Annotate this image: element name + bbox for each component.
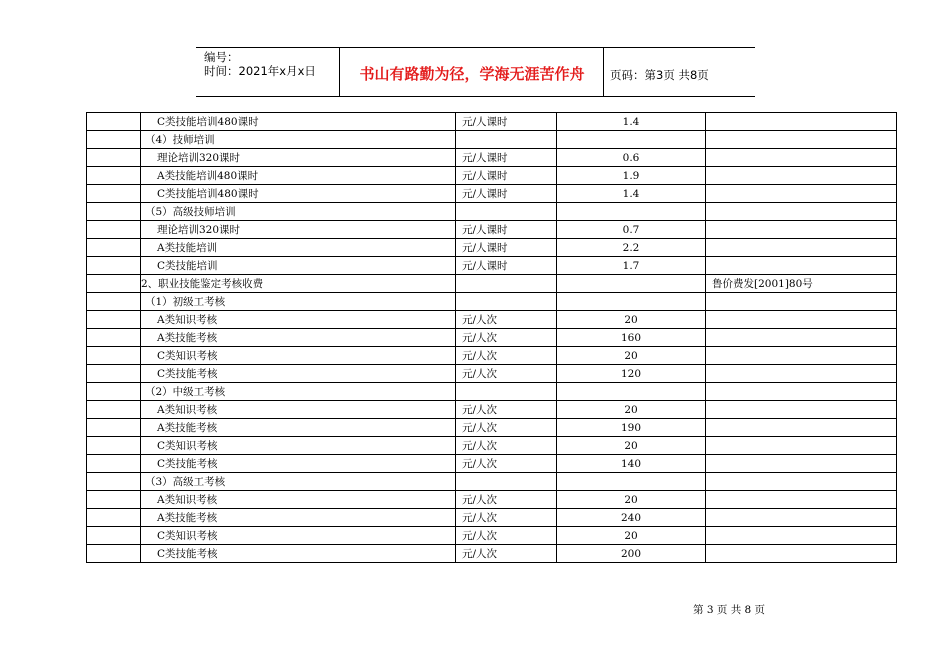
unit-cell: 元/人课时: [456, 185, 557, 203]
price-cell: 20: [557, 527, 706, 545]
unit-cell: 元/人次: [456, 545, 557, 563]
row-blank-cell: [87, 311, 141, 329]
row-blank-cell: [87, 149, 141, 167]
row-blank-cell: [87, 167, 141, 185]
row-blank-cell: [87, 365, 141, 383]
note-cell: [706, 293, 897, 311]
row-blank-cell: [87, 275, 141, 293]
header-page-number: 页码：第3页 共8页: [610, 68, 709, 82]
item-cell: 2、职业技能鉴定考核收费: [141, 275, 456, 293]
row-blank-cell: [87, 347, 141, 365]
note-cell: [706, 473, 897, 491]
note-cell: [706, 239, 897, 257]
page-header: [196, 47, 755, 97]
unit-cell: 元/人课时: [456, 167, 557, 185]
row-blank-cell: [87, 203, 141, 221]
item-cell: C类知识考核: [141, 347, 456, 365]
note-cell: [706, 545, 897, 563]
row-blank-cell: [87, 383, 141, 401]
note-cell: [706, 527, 897, 545]
price-cell: 240: [557, 509, 706, 527]
note-cell: [706, 257, 897, 275]
item-cell: C类知识考核: [141, 437, 456, 455]
unit-cell: [456, 203, 557, 221]
table-row: [87, 311, 897, 329]
table-row: [87, 239, 897, 257]
price-cell: 1.7: [557, 257, 706, 275]
table-row: [87, 473, 897, 491]
table-row: [87, 257, 897, 275]
note-cell: [706, 437, 897, 455]
table-row: [87, 401, 897, 419]
item-cell: A类知识考核: [141, 491, 456, 509]
price-cell: [557, 275, 706, 293]
price-cell: 1.4: [557, 113, 706, 131]
table-row: [87, 419, 897, 437]
note-cell: [706, 221, 897, 239]
row-blank-cell: [87, 113, 141, 131]
note-cell: [706, 185, 897, 203]
item-cell: A类技能培训: [141, 239, 456, 257]
note-cell: 鲁价费发[2001]80号: [706, 275, 897, 293]
table-row: [87, 221, 897, 239]
header-divider-left: [339, 47, 340, 97]
item-cell: A类知识考核: [141, 401, 456, 419]
header-divider-right: [603, 47, 604, 97]
unit-cell: 元/人次: [456, 311, 557, 329]
price-cell: 0.6: [557, 149, 706, 167]
note-cell: [706, 365, 897, 383]
unit-cell: 元/人课时: [456, 149, 557, 167]
unit-cell: 元/人次: [456, 527, 557, 545]
unit-cell: 元/人次: [456, 401, 557, 419]
price-cell: 190: [557, 419, 706, 437]
row-blank-cell: [87, 419, 141, 437]
unit-cell: 元/人次: [456, 509, 557, 527]
row-blank-cell: [87, 509, 141, 527]
item-cell: C类技能考核: [141, 455, 456, 473]
unit-cell: 元/人次: [456, 329, 557, 347]
price-cell: 20: [557, 437, 706, 455]
item-cell: C类技能培训: [141, 257, 456, 275]
item-cell: C类技能培训480课时: [141, 185, 456, 203]
table-row: [87, 167, 897, 185]
note-cell: [706, 329, 897, 347]
price-cell: 20: [557, 491, 706, 509]
row-blank-cell: [87, 527, 141, 545]
price-cell: 20: [557, 311, 706, 329]
price-cell: 2.2: [557, 239, 706, 257]
table-row: [87, 185, 897, 203]
table-row: [87, 113, 897, 131]
table-row: [87, 491, 897, 509]
note-cell: [706, 509, 897, 527]
table-row: [87, 455, 897, 473]
unit-cell: 元/人次: [456, 365, 557, 383]
item-cell: A类知识考核: [141, 311, 456, 329]
price-cell: 160: [557, 329, 706, 347]
price-cell: [557, 131, 706, 149]
note-cell: [706, 113, 897, 131]
table-row: [87, 149, 897, 167]
row-blank-cell: [87, 473, 141, 491]
unit-cell: [456, 275, 557, 293]
price-cell: 1.4: [557, 185, 706, 203]
row-blank-cell: [87, 221, 141, 239]
unit-cell: 元/人次: [456, 437, 557, 455]
table-row: [87, 275, 897, 293]
unit-cell: [456, 383, 557, 401]
note-cell: [706, 419, 897, 437]
header-bottom-rule: [196, 96, 755, 97]
table-row: [87, 203, 897, 221]
row-blank-cell: [87, 257, 141, 275]
row-blank-cell: [87, 437, 141, 455]
document-time-label: 时间：2021年x月x日: [204, 64, 316, 78]
fee-table: [86, 112, 897, 563]
unit-cell: 元/人课时: [456, 221, 557, 239]
unit-cell: 元/人次: [456, 347, 557, 365]
header-motto: 书山有路勤为径，学海无涯苦作舟: [359, 65, 585, 83]
table-row: [87, 383, 897, 401]
note-cell: [706, 131, 897, 149]
row-blank-cell: [87, 293, 141, 311]
price-cell: 0.7: [557, 221, 706, 239]
note-cell: [706, 203, 897, 221]
price-cell: 1.9: [557, 167, 706, 185]
unit-cell: 元/人课时: [456, 257, 557, 275]
header-top-rule: [196, 47, 755, 48]
table-row: [87, 329, 897, 347]
note-cell: [706, 167, 897, 185]
item-cell: 理论培训320课时: [141, 149, 456, 167]
row-blank-cell: [87, 491, 141, 509]
item-cell: （1）初级工考核: [141, 293, 456, 311]
table-row: [87, 365, 897, 383]
header-meta: [204, 50, 316, 78]
unit-cell: 元/人课时: [456, 113, 557, 131]
row-blank-cell: [87, 401, 141, 419]
table-row: [87, 545, 897, 563]
price-cell: 140: [557, 455, 706, 473]
table-row: [87, 131, 897, 149]
unit-cell: 元/人课时: [456, 239, 557, 257]
price-cell: [557, 473, 706, 491]
item-cell: 理论培训320课时: [141, 221, 456, 239]
item-cell: A类技能考核: [141, 509, 456, 527]
item-cell: C类技能考核: [141, 545, 456, 563]
price-cell: 20: [557, 401, 706, 419]
item-cell: C类知识考核: [141, 527, 456, 545]
note-cell: [706, 455, 897, 473]
item-cell: A类技能考核: [141, 419, 456, 437]
price-cell: 20: [557, 347, 706, 365]
table-row: [87, 293, 897, 311]
row-blank-cell: [87, 329, 141, 347]
table-row: [87, 347, 897, 365]
item-cell: A类技能考核: [141, 329, 456, 347]
item-cell: A类技能培训480课时: [141, 167, 456, 185]
note-cell: [706, 149, 897, 167]
price-cell: 120: [557, 365, 706, 383]
price-cell: [557, 293, 706, 311]
note-cell: [706, 491, 897, 509]
unit-cell: 元/人次: [456, 491, 557, 509]
item-cell: C类技能培训480课时: [141, 113, 456, 131]
row-blank-cell: [87, 455, 141, 473]
unit-cell: [456, 131, 557, 149]
table-row: [87, 527, 897, 545]
row-blank-cell: [87, 239, 141, 257]
unit-cell: 元/人次: [456, 455, 557, 473]
table-row: [87, 509, 897, 527]
unit-cell: [456, 473, 557, 491]
document-number-label: 编号：: [204, 50, 239, 64]
item-cell: C类技能考核: [141, 365, 456, 383]
note-cell: [706, 401, 897, 419]
item-cell: （4）技师培训: [141, 131, 456, 149]
row-blank-cell: [87, 131, 141, 149]
item-cell: （5）高级技师培训: [141, 203, 456, 221]
price-cell: [557, 383, 706, 401]
unit-cell: 元/人次: [456, 419, 557, 437]
table-row: [87, 437, 897, 455]
page-footer: 第 3 页 共 8 页: [693, 604, 766, 616]
item-cell: （2）中级工考核: [141, 383, 456, 401]
note-cell: [706, 383, 897, 401]
price-cell: [557, 203, 706, 221]
unit-cell: [456, 293, 557, 311]
row-blank-cell: [87, 545, 141, 563]
fee-table-body: [87, 113, 897, 563]
item-cell: （3）高级工考核: [141, 473, 456, 491]
row-blank-cell: [87, 185, 141, 203]
note-cell: [706, 311, 897, 329]
price-cell: 200: [557, 545, 706, 563]
note-cell: [706, 347, 897, 365]
